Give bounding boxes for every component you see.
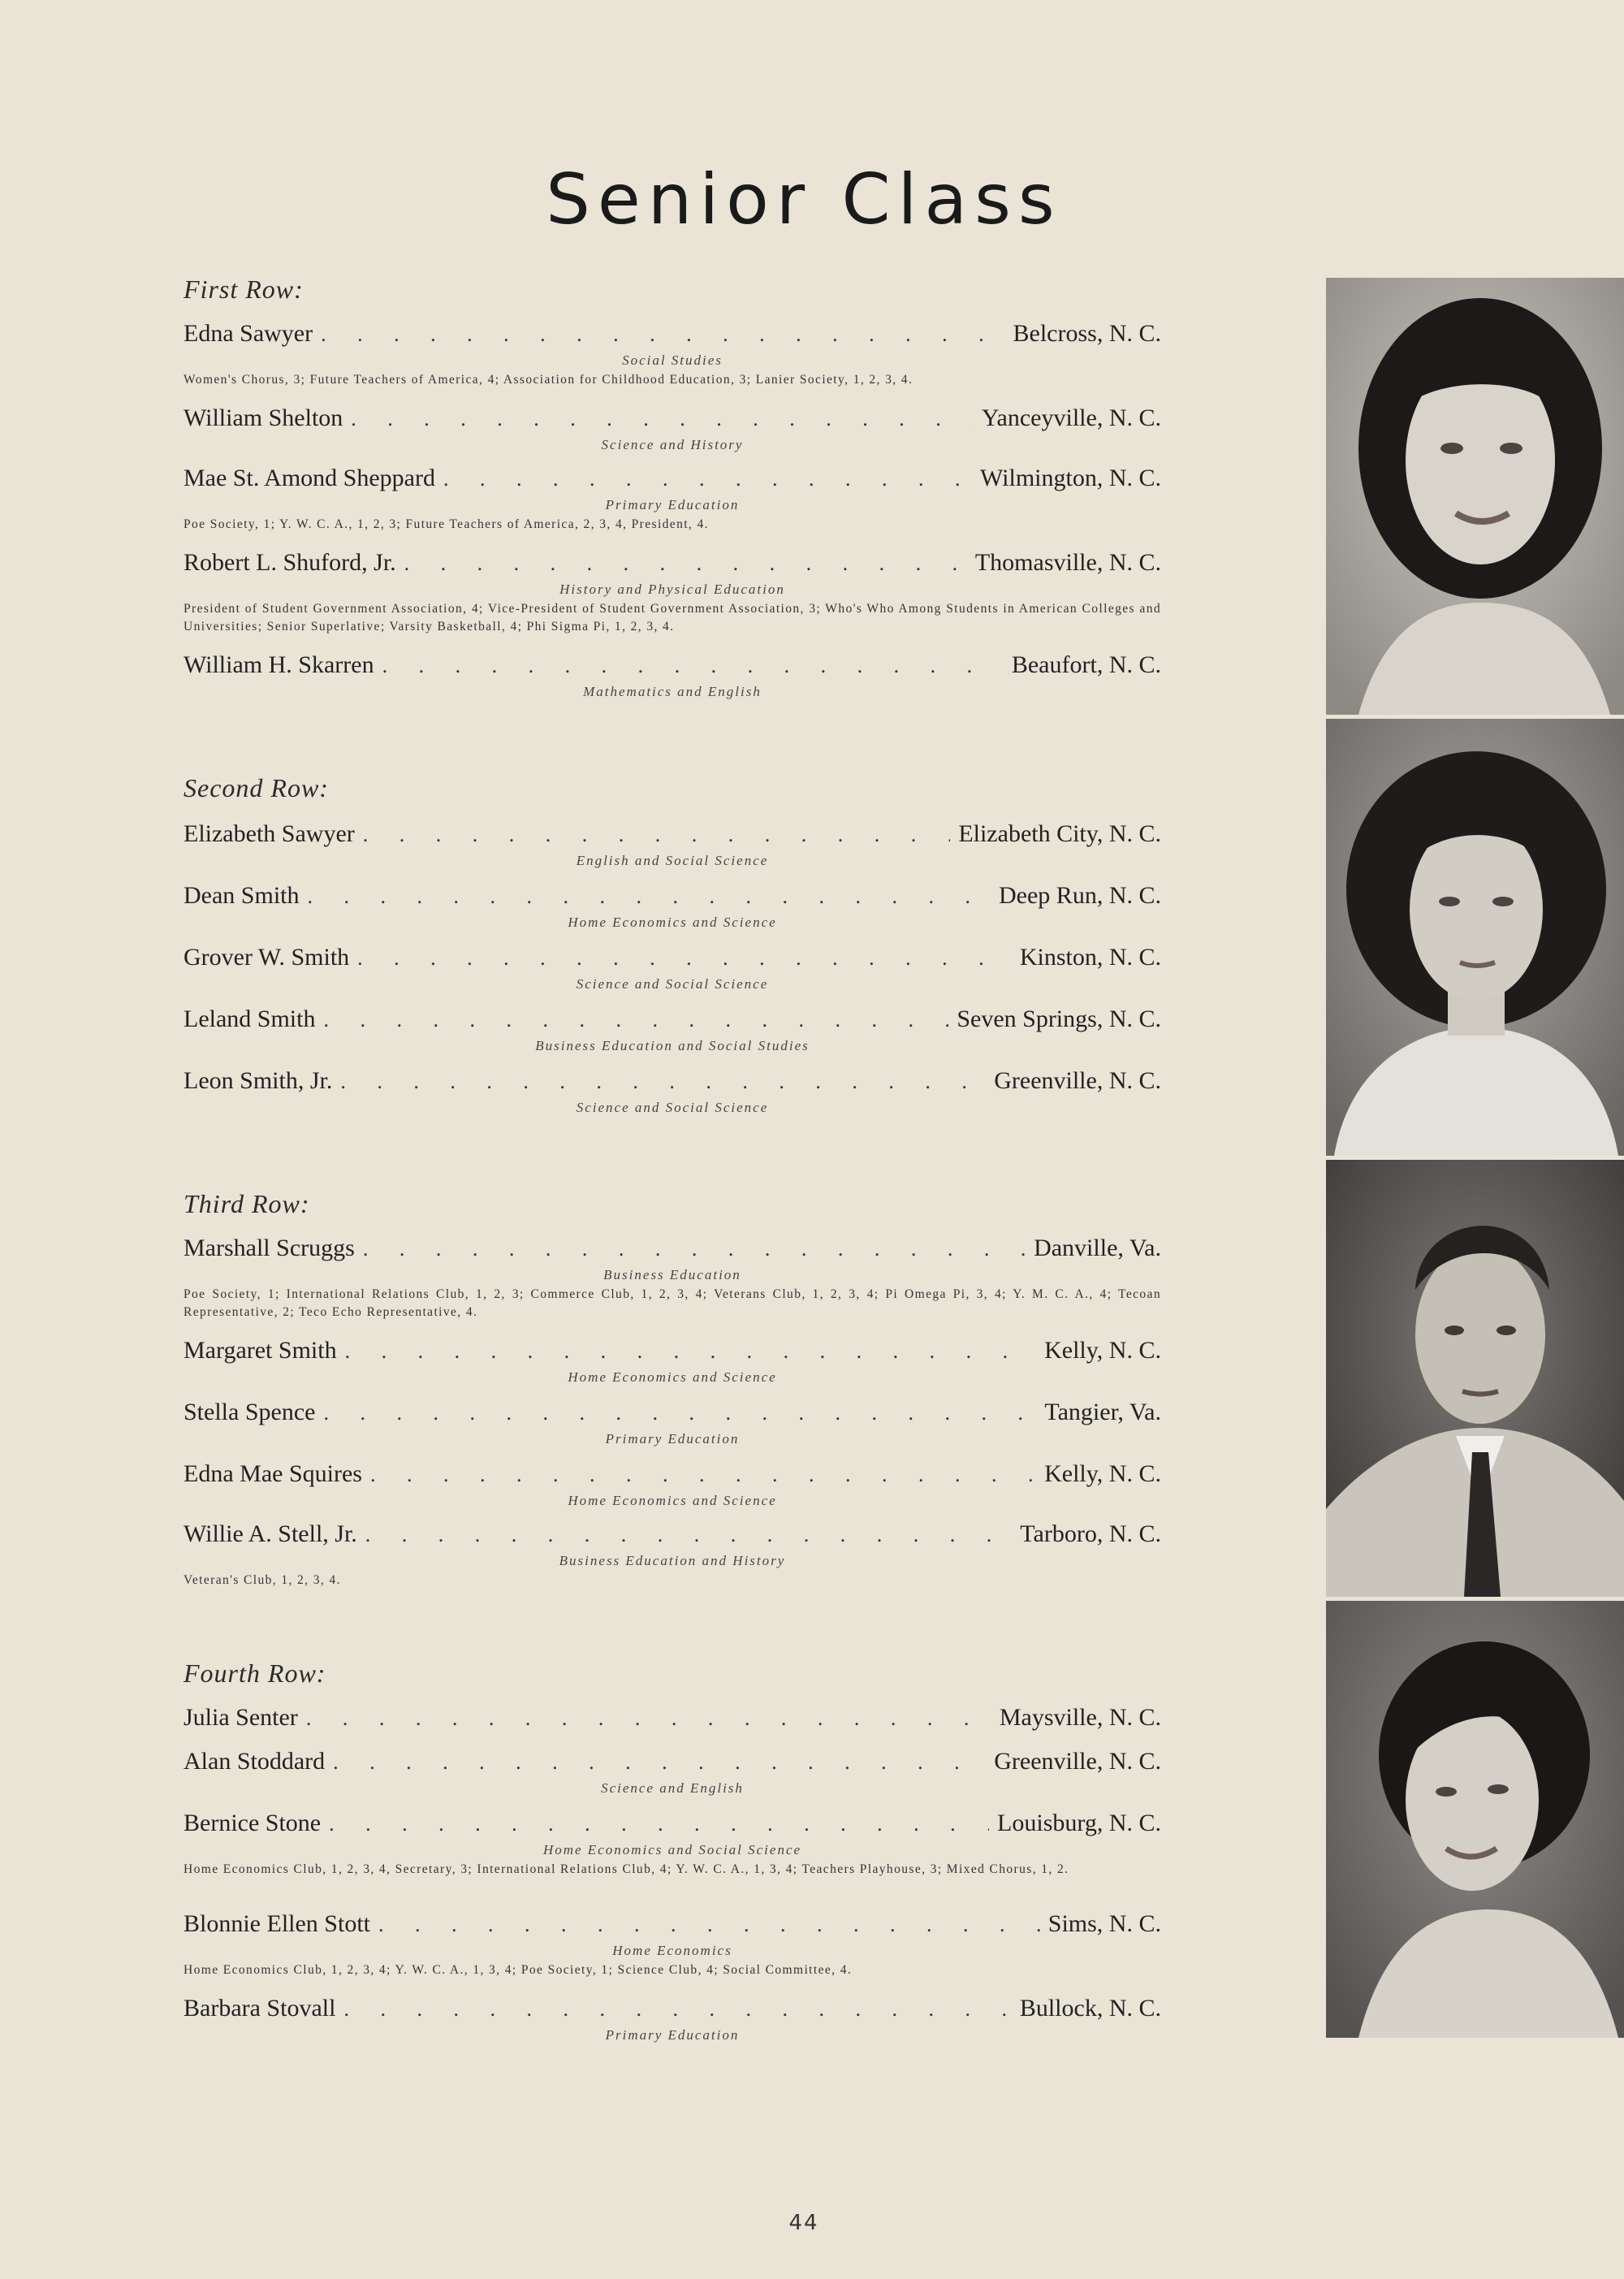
dot-leader (323, 1398, 1036, 1429)
photo-column (1326, 278, 1624, 2037)
row-label: First Row: (184, 275, 304, 304)
list-item (184, 1909, 1161, 1979)
portrait-photo-1-image (1326, 278, 1624, 715)
major: Business Education (603, 1267, 741, 1282)
list-item (184, 942, 1161, 993)
hometown: Deep Run, N. C. (999, 882, 1161, 909)
major: Science and History (601, 437, 744, 452)
student-name: Leland Smith (184, 1005, 316, 1032)
list-item (184, 1702, 1161, 1734)
major: Primary Education (605, 1431, 740, 1447)
student-name: William H. Skarren (184, 651, 374, 678)
dot-leader (306, 1703, 991, 1734)
major: Social Studies (622, 352, 723, 368)
list-item (184, 819, 1161, 870)
portrait-photo-4-image (1326, 1601, 1624, 2038)
dot-leader (351, 404, 974, 435)
activities: President of Student Government Association, 4; Vice-President of Student Government Association, 3; Who's Who Among Students in American Colleges and Universities; Senior Superlative; Varsity Basketball, 4; Phi Sigma Pi, 1, 2, 3, 4. (184, 602, 1161, 634)
dot-leader (321, 319, 1004, 350)
student-name: Edna Mae Squires (184, 1460, 362, 1487)
hometown: Kelly, N. C. (1044, 1460, 1161, 1487)
hometown: Wilmington, N. C. (980, 465, 1161, 491)
hometown: Yanceyville, N. C. (981, 404, 1161, 431)
portrait-photo-3-image (1326, 1160, 1624, 1597)
portrait-photo-2 (1326, 719, 1624, 1156)
list-item (184, 1397, 1161, 1448)
major: Home Economics and Social Science (542, 1842, 802, 1857)
student-name: Leon Smith, Jr. (184, 1067, 333, 1094)
dot-leader (382, 651, 1004, 681)
dot-leader (404, 548, 967, 579)
dot-leader (323, 1005, 948, 1036)
hometown: Belcross, N. C. (1013, 320, 1161, 347)
page-title: Senior Class (546, 159, 1062, 240)
dot-leader (329, 1809, 989, 1840)
row-label: Second Row: (184, 773, 329, 802)
hometown: Tarboro, N. C. (1020, 1520, 1161, 1547)
list-item (184, 650, 1161, 701)
major: Science and English (601, 1780, 744, 1796)
dot-leader (357, 943, 1012, 974)
list-item (184, 1519, 1161, 1589)
list-item (184, 403, 1161, 454)
activities: Home Economics Club, 1, 2, 3, 4, Secretary, 3; International Relations Club, 4; Y. W. C. A., 1, 3, 4; Teachers Playhouse, 3; Mixed Chorus, 1, 2. (184, 1862, 1069, 1876)
student-name: Barbara Stovall (184, 1995, 336, 2022)
hometown: Tangier, Va. (1044, 1399, 1161, 1425)
list-item (184, 1004, 1161, 1055)
major: Science and Social Science (576, 976, 769, 992)
hometown: Thomasville, N. C. (974, 549, 1161, 576)
activities: Women's Chorus, 3; Future Teachers of America, 4; Association for Childhood Education, 3; Lanier Society, 1, 2, 3, 4. (184, 373, 914, 387)
student-name: Grover W. Smith (184, 944, 350, 971)
student-name: Alan Stoddard (184, 1748, 326, 1775)
list-item (184, 1808, 1161, 1879)
student-name: Stella Spence (184, 1399, 316, 1425)
list-item (184, 1233, 1161, 1321)
student-name: William Shelton (184, 404, 343, 431)
major: Business Education and Social Studies (535, 1038, 810, 1053)
student-name: Bernice Stone (184, 1810, 322, 1836)
dot-leader (343, 1994, 1011, 2025)
section-third-row (184, 1189, 1161, 1219)
hometown: Seven Springs, N. C. (957, 1005, 1161, 1032)
student-name: Edna Sawyer (184, 320, 313, 347)
hometown: Kinston, N. C. (1019, 944, 1161, 971)
dot-leader (443, 464, 972, 495)
row-label: Third Row: (184, 1189, 310, 1218)
list-item (184, 1066, 1161, 1117)
dot-leader (363, 819, 951, 850)
major: Science and Social Science (576, 1100, 769, 1115)
student-name: Marshall Scruggs (184, 1235, 355, 1261)
list-item (184, 547, 1161, 636)
student-name: Elizabeth Sawyer (184, 820, 355, 847)
section-fourth-row (184, 1658, 1161, 1689)
dot-leader (333, 1747, 986, 1778)
major: English and Social Science (576, 853, 769, 868)
hometown: Beaufort, N. C. (1011, 651, 1161, 678)
major: Mathematics and English (583, 684, 762, 699)
student-name: Dean Smith (184, 882, 300, 909)
major: Primary Education (605, 2027, 740, 2043)
student-name: Margaret Smith (184, 1337, 337, 1364)
row-label: Fourth Row: (184, 1658, 326, 1688)
dot-leader (378, 1909, 1040, 1940)
dot-leader (370, 1460, 1036, 1490)
student-name: Blonnie Ellen Stott (184, 1910, 370, 1937)
page-number: 44 (788, 2211, 819, 2235)
major: History and Physical Education (559, 582, 785, 597)
activities: Veteran's Club, 1, 2, 3, 4. (184, 1573, 341, 1587)
portrait-photo-4 (1326, 1601, 1624, 2038)
dot-leader (363, 1234, 1026, 1265)
activities: Home Economics Club, 1, 2, 3, 4; Y. W. C. A., 1, 3, 4; Poe Society, 1; Science Club, 4; Social Committee, 4. (184, 1963, 853, 1977)
portrait-photo-1 (1326, 278, 1624, 715)
list-item (184, 880, 1161, 932)
list-item (184, 1746, 1161, 1797)
major: Business Education and History (559, 1553, 786, 1568)
major: Home Economics (612, 1943, 732, 1958)
hometown: Maysville, N. C. (999, 1704, 1161, 1731)
major: Home Economics and Science (568, 915, 777, 930)
hometown: Elizabeth City, N. C. (958, 820, 1161, 847)
list-item (184, 318, 1161, 389)
major: Home Economics and Science (568, 1493, 777, 1508)
student-name: Mae St. Amond Sheppard (184, 465, 435, 491)
dot-leader (340, 1066, 986, 1097)
list-item (184, 1993, 1161, 2044)
activities: Poe Society, 1; International Relations Club, 1, 2, 3; Commerce Club, 1, 2, 3, 4; Veterans Club, 1, 2, 3, 4; Pi Omega Pi, 3, 4; Y. M. C. A., 4; Tecoan Representative, 2; Teco Echo Representative, 4. (184, 1287, 1161, 1319)
list-item (184, 463, 1161, 534)
portrait-photo-2-image (1326, 719, 1624, 1156)
dot-leader (308, 881, 991, 912)
major: Primary Education (605, 497, 740, 512)
section-second-row (184, 773, 1161, 803)
dot-leader (345, 1336, 1037, 1367)
dot-leader (365, 1520, 1013, 1550)
hometown: Danville, Va. (1034, 1235, 1161, 1261)
student-name: Willie A. Stell, Jr. (184, 1520, 357, 1547)
activities: Poe Society, 1; Y. W. C. A., 1, 2, 3; Future Teachers of America, 2, 3, 4, President, 4. (184, 517, 709, 531)
hometown: Sims, N. C. (1047, 1910, 1161, 1937)
major: Home Economics and Science (568, 1369, 777, 1385)
student-name: Robert L. Shuford, Jr. (184, 549, 396, 576)
list-item (184, 1459, 1161, 1510)
hometown: Greenville, N. C. (994, 1748, 1161, 1775)
portrait-photo-3 (1326, 1160, 1624, 1597)
student-name: Julia Senter (184, 1704, 298, 1731)
section-first-row (184, 275, 1161, 305)
hometown: Greenville, N. C. (994, 1067, 1161, 1094)
hometown: Kelly, N. C. (1044, 1337, 1161, 1364)
list-item (184, 1335, 1161, 1386)
hometown: Louisburg, N. C. (997, 1810, 1161, 1836)
hometown: Bullock, N. C. (1019, 1995, 1161, 2022)
